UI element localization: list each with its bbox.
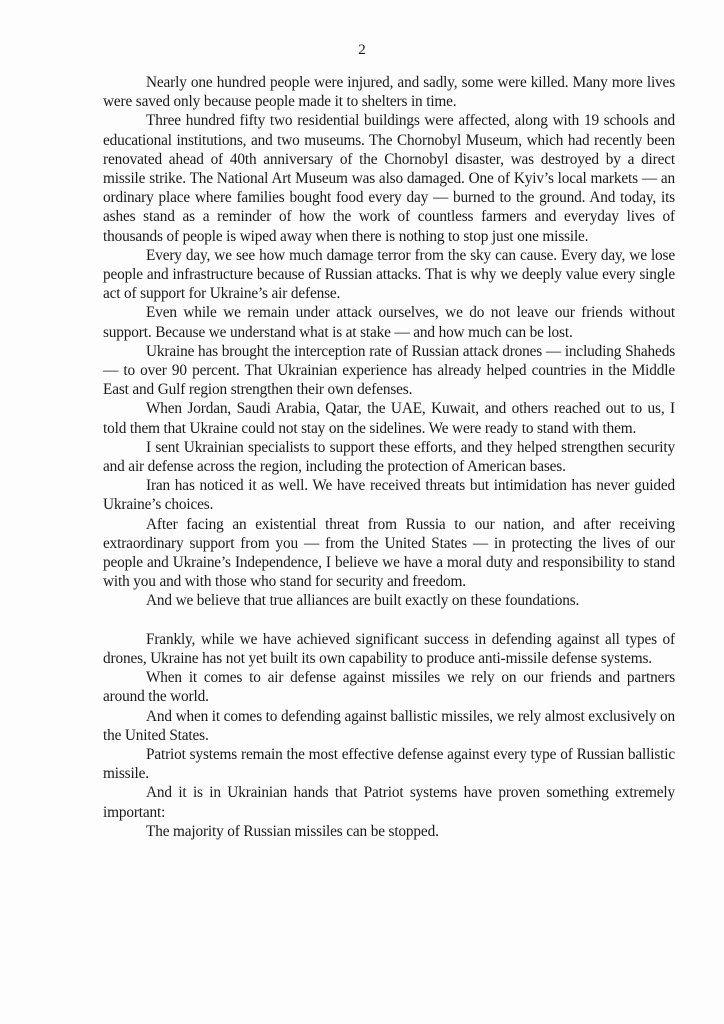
paragraph: After facing an existential threat from Russia to our nation, and after receiving extraordinary support from you — from the United States — in protecting the lives of our people and Ukraine’s Independence, I believe we have a moral duty and responsibility to stand with you and with those who stand for security and freedom. bbox=[103, 515, 675, 591]
paragraph: The majority of Russian missiles can be stopped. bbox=[146, 822, 439, 840]
paragraph: Ukraine has brought the interception rate of Russian attack drones — including Shaheds — to over 90 percent. That Ukrainian experience has already helped countries in the Middle East and Gulf region strengthen their own defenses. bbox=[103, 342, 675, 399]
paragraph: And it is in Ukrainian hands that Patriot systems have proven something extremely important: bbox=[103, 784, 675, 821]
paragraph: Patriot systems remain the most effective defense against every type of Russian ballistic missile. bbox=[103, 745, 675, 783]
page-number: 2 bbox=[358, 42, 366, 58]
paragraph: I sent Ukrainian specialists to support these efforts, and they helped strengthen security and air defense across the region, including the protection of American bases. bbox=[103, 438, 675, 476]
paragraph: Frankly, while we have achieved significant success in defending against all types of drones, Ukraine has not yet built its own capability to produce anti-missile defense systems. bbox=[103, 630, 675, 667]
paragraph: Every day, we see how much damage terror from the sky can cause. Every day, we lose people and infrastructure because of Russian attacks. That is why we deeply value every single act of support for Ukraine’s air defense. bbox=[103, 246, 675, 303]
paragraph: When Jordan, Saudi Arabia, Qatar, the UAE, Kuwait, and others reached out to us, I told them that Ukraine could not stay on the sidelines. We were ready to stand with them. bbox=[103, 400, 675, 437]
paragraph: When it comes to air defense against missiles we rely on our friends and partners around the world. bbox=[103, 669, 675, 706]
paragraph: Even while we remain under attack ourselves, we do not leave our friends without support. Because we understand what is at stake — and how much can be lost. bbox=[103, 304, 675, 341]
paragraph: Iran has noticed it as well. We have received threats but intimidation has never guided Ukraine’s choices. bbox=[103, 477, 675, 514]
paragraph: And we believe that true alliances are built exactly on these foundations. bbox=[146, 592, 580, 610]
paragraph: And when it comes to defending against ballistic missiles, we rely almost exclusively on the United States. bbox=[103, 707, 675, 744]
paragraph: Nearly one hundred people were injured, and sadly, some were killed. Many more lives were saved only because people made it to shelters in time. bbox=[103, 74, 675, 111]
document-body bbox=[103, 73, 675, 841]
paragraph: Three hundred fifty two residential buildings were affected, along with 19 schools and educational institutions, and two museums. The Chornobyl Museum, which had recently been renovated ahead of 40th anniversary of the Chornobyl disaster, was destroyed by a direct missile strike. The National Art Museum was also damaged. One of Kyiv’s local markets — an ordinary place where families bought food every day — burned to the ground. And today, its ashes stand as a reminder of how the work of countless farmers and everyday lives of thousands of people is wiped away when there is nothing to stop just one missile. bbox=[103, 112, 675, 245]
